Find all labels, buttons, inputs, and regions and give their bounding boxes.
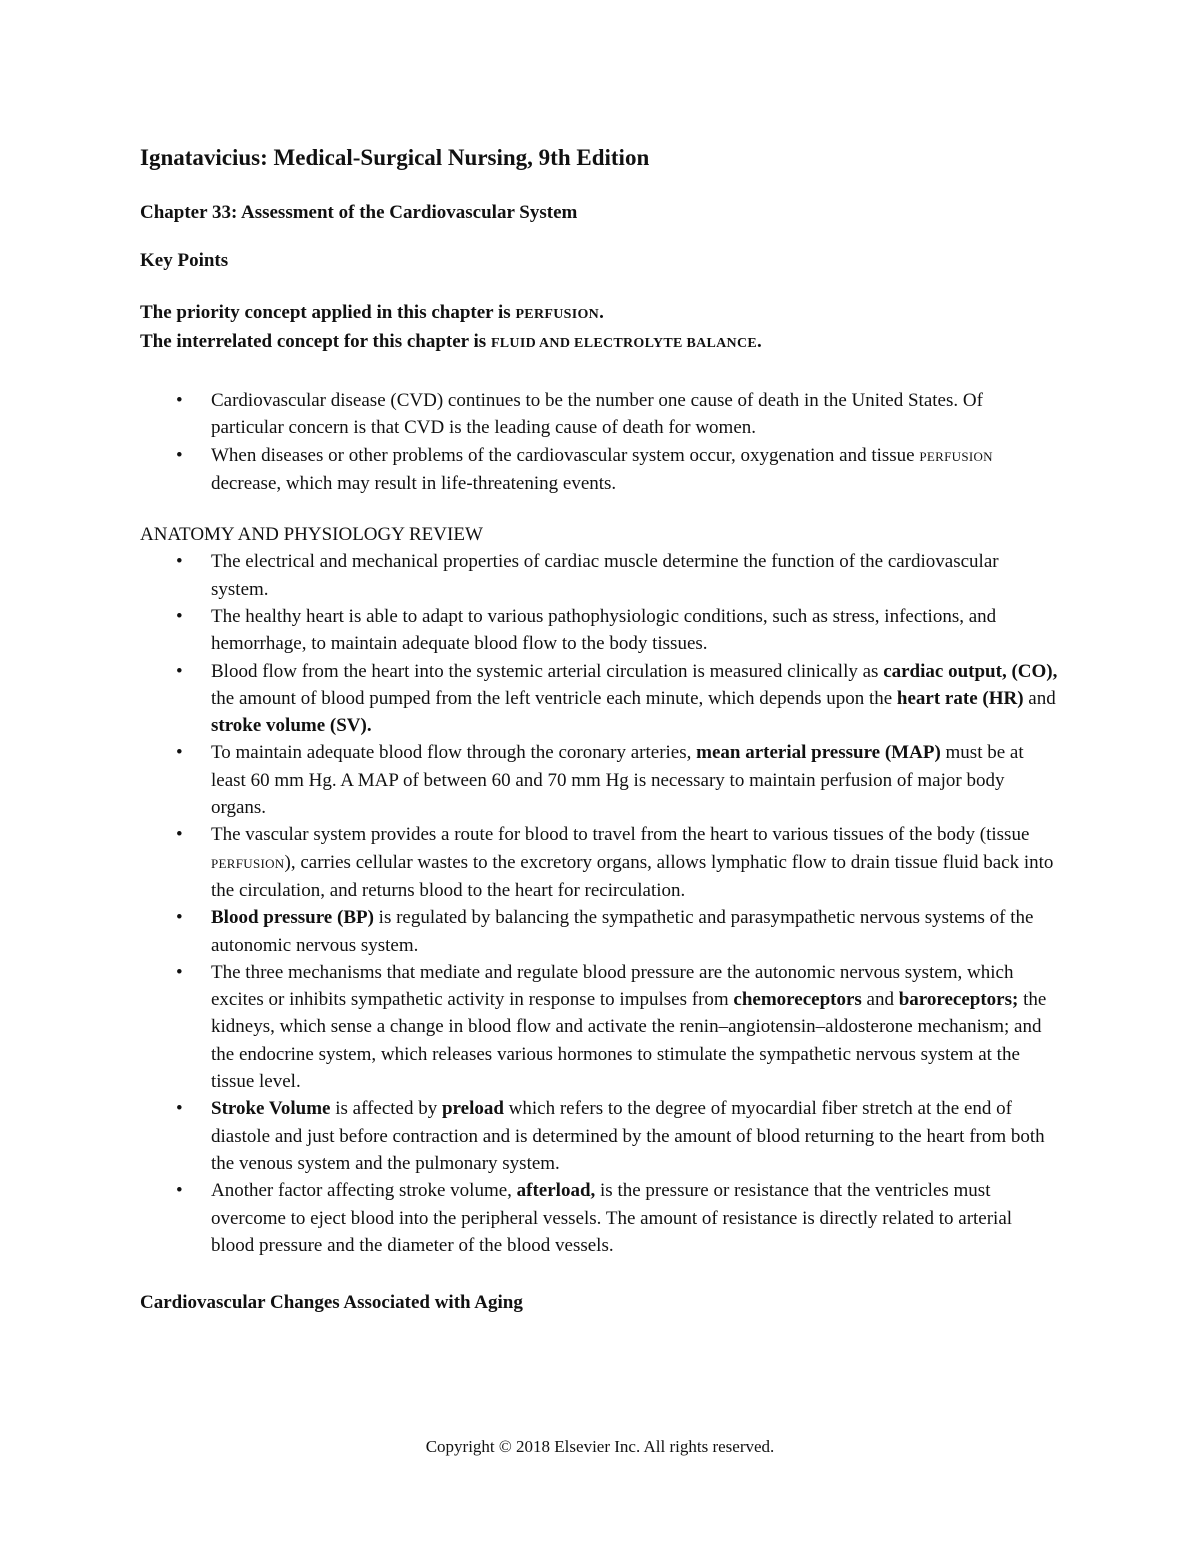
bullet-text: and	[861, 989, 899, 1011]
interrelated-concept	[140, 328, 1060, 357]
list-item	[140, 1177, 1060, 1259]
interrelated-concept-suffix: .	[757, 331, 762, 353]
chapter-title: Chapter 33: Assessment of the Cardiovascular System	[140, 201, 578, 223]
term-cardiac-output: cardiac output, (CO),	[883, 660, 1058, 682]
page-content	[140, 144, 1060, 1316]
bullet-text: the kidneys, which sense a change in blood flow and activate the renin–angiotensin–aldosterone mechanism; and the endocrine system, which releases various hormones to stimulate the sympathetic nervous system at the tissue level.	[211, 989, 1047, 1093]
bullet-text: Blood flow from the heart into the systemic arterial circulation is measured clinically as	[211, 660, 884, 682]
book-title: Ignatavicius: Medical-Surgical Nursing, 9th Edition	[140, 145, 650, 170]
list-item	[140, 904, 1060, 959]
bullet-text: decrease, which may result in life-threatening events.	[211, 473, 617, 495]
list-item	[140, 959, 1060, 1095]
term-heart-rate: heart rate (HR)	[896, 687, 1024, 709]
priority-concept	[140, 299, 1060, 328]
bullet-text: Cardiovascular disease (CVD) continues to be the number one cause of death in the United States. Of particular concern is that CVD is the leading cause of death for women.	[211, 390, 983, 439]
term-chemoreceptors: chemoreceptors	[733, 989, 862, 1011]
list-item	[140, 603, 1060, 658]
list-item	[140, 1095, 1060, 1177]
bullet-text: the amount of blood pumped from the left ventricle each minute, which depends upon the	[211, 687, 897, 709]
priority-concept-value: PERFUSION	[515, 307, 600, 323]
term-baroreceptors: baroreceptors;	[898, 989, 1019, 1011]
anatomy-bullet-list	[140, 548, 1060, 1259]
term-mean-arterial-pressure: mean arterial pressure (MAP)	[696, 742, 941, 764]
list-item	[140, 739, 1060, 821]
intro-bullet-list	[140, 387, 1060, 497]
bullet-text: ), carries cellular wastes to the excretory organs, allows lymphatic flow to drain tissue fluid back into the circulation, and returns blood to the heart for recirculation.	[211, 851, 1054, 901]
term-preload: preload	[441, 1098, 504, 1120]
anatomy-section-heading: ANATOMY AND PHYSIOLOGY REVIEW	[140, 524, 483, 546]
bullet-text: When diseases or other problems of the cardiovascular system occur, oxygenation and tissue	[211, 444, 920, 466]
perfusion-term: PERFUSION	[919, 448, 993, 464]
interrelated-concept-prefix: The interrelated concept for this chapter is	[140, 331, 491, 353]
bullet-text: The vascular system provides a route for blood to travel from the heart to various tissues of the body (tissue	[211, 824, 1030, 846]
list-item	[140, 387, 1060, 442]
list-item	[140, 442, 1060, 498]
bullet-text: and	[1023, 687, 1056, 709]
bullet-text: is the pressure or resistance that the ventricles must overcome to eject blood into the peripheral vessels. The amount of resistance is directly related to arterial blood pressure and the diameter of the blood vessels.	[211, 1180, 1013, 1256]
priority-concept-prefix: The priority concept applied in this chapter is	[140, 302, 516, 324]
bullet-text: which refers to the degree of myocardial fiber stretch at the end of diastole and just before contraction and is determined by the amount of blood returning to the heart from both the venous system and the pulmonary system.	[211, 1098, 1045, 1174]
term-blood-pressure: Blood pressure (BP)	[211, 907, 374, 929]
concept-statements	[140, 299, 1060, 357]
list-item	[140, 821, 1060, 904]
bullet-text: Another factor affecting stroke volume,	[211, 1180, 517, 1202]
list-item	[140, 548, 1060, 603]
term-stroke-volume: stroke volume (SV).	[211, 715, 372, 737]
section-label-key-points: Key Points	[140, 250, 229, 272]
term-afterload: afterload,	[516, 1180, 596, 1202]
bullet-text: The three mechanisms that mediate and regulate blood pressure are the autonomic nervous system, which excites or inhibits sympathetic activity in response to impulses from	[211, 961, 1014, 1011]
aging-section-heading: Cardiovascular Changes Associated with Aging	[140, 1292, 523, 1314]
list-item	[140, 658, 1060, 740]
copyright-footer: Copyright © 2018 Elsevier Inc. All rights reserved.	[425, 1437, 775, 1456]
term-stroke-volume-heading: Stroke Volume	[211, 1098, 331, 1120]
bullet-text: is regulated by balancing the sympathetic and parasympathetic nervous systems of the autonomic nervous system.	[211, 907, 1034, 956]
priority-concept-suffix: .	[599, 302, 604, 324]
interrelated-concept-value: FLUID AND ELECTROLYTE BALANCE	[490, 336, 758, 352]
bullet-text: must be at least 60 mm Hg. A MAP of between 60 and 70 mm Hg is necessary to maintain perfusion of major body organs.	[211, 742, 1024, 819]
bullet-text: is affected by	[330, 1098, 442, 1120]
bullet-text: The electrical and mechanical properties of cardiac muscle determine the function of the cardiovascular system.	[211, 551, 999, 600]
bullet-text: To maintain adequate blood flow through the coronary arteries,	[211, 742, 697, 764]
bullet-text: The healthy heart is able to adapt to various pathophysiologic conditions, such as stress, infections, and hemorrhage, to maintain adequate blood flow to the body tissues.	[211, 605, 997, 655]
perfusion-term: PERFUSION	[211, 855, 285, 871]
